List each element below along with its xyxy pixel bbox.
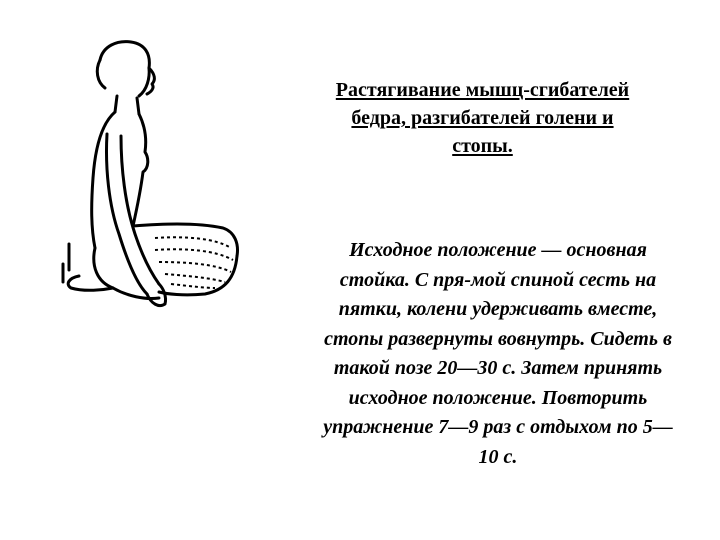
- exercise-title: Растягивание мышц-сгибателей бедра, разгибателей голени и стопы.: [335, 79, 630, 157]
- kneeling-person-drawing: [55, 38, 250, 320]
- kneeling-person-illustration: [55, 38, 250, 320]
- exercise-description: Исходное положение — основная стойка. С пря-мой спиной сесть на пятки, колени удерживать вместе, стопы развернуты вовнутрь. Сидеть в такой позе 20—30 с. Затем принять исходное положение. Повторить упражнение 7—9 раз с отдыхом по 5— 10 с.: [323, 239, 673, 468]
